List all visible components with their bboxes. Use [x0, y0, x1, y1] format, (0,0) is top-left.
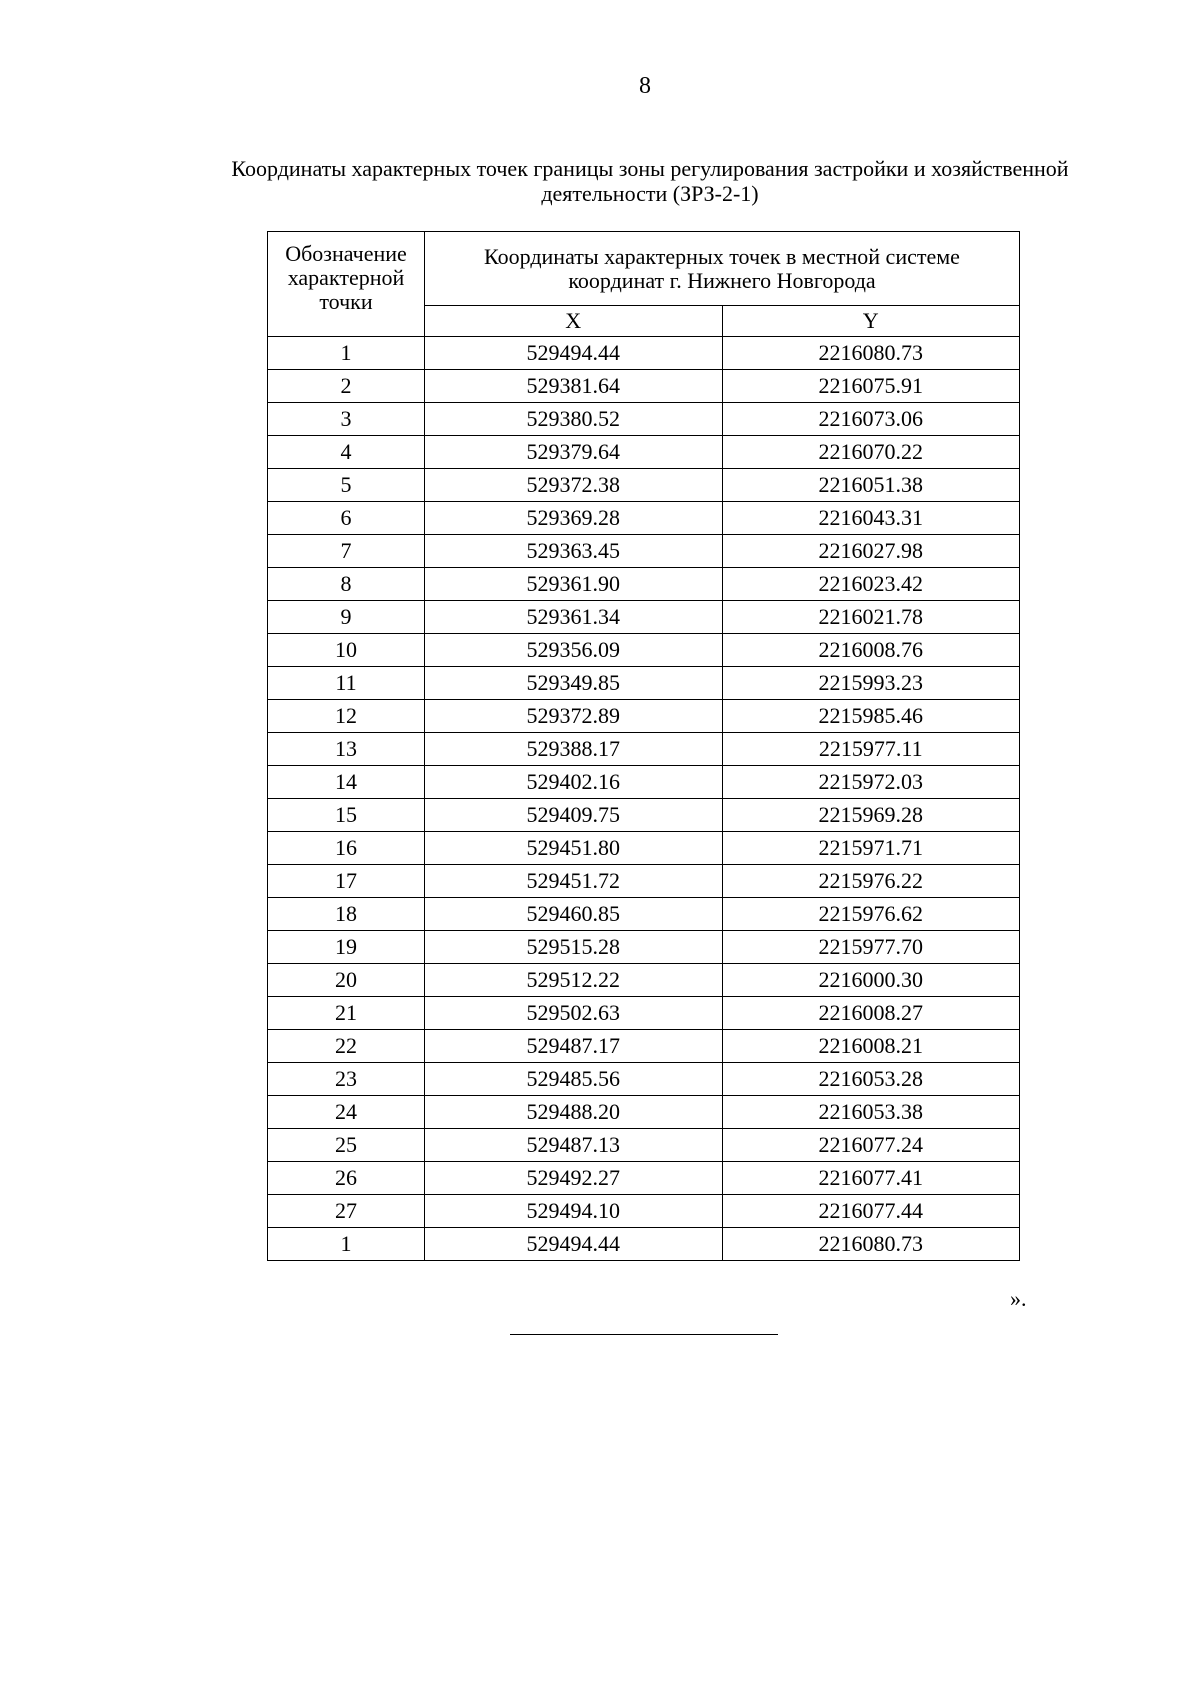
document-title-line-2: деятельности (ЗРЗ-2-1) — [541, 181, 759, 206]
y-coordinate-cell: 2216000.30 — [722, 964, 1020, 997]
point-number-cell: 23 — [268, 1063, 425, 1096]
header-point-line-3: точки — [319, 289, 373, 314]
table-row — [268, 337, 1020, 370]
x-coordinate-cell: 529485.56 — [425, 1063, 723, 1096]
point-number-cell: 20 — [268, 964, 425, 997]
y-coordinate-cell: 2216053.28 — [722, 1063, 1020, 1096]
x-coordinate-cell: 529492.27 — [425, 1162, 723, 1195]
point-number-cell: 1 — [268, 1228, 425, 1261]
y-coordinate-cell: 2216077.24 — [722, 1129, 1020, 1162]
point-number-cell: 8 — [268, 568, 425, 601]
x-coordinate-cell: 529349.85 — [425, 667, 723, 700]
x-coordinate-cell: 529361.34 — [425, 601, 723, 634]
point-number-cell: 19 — [268, 931, 425, 964]
table-row — [268, 997, 1020, 1030]
point-number-cell: 18 — [268, 898, 425, 931]
y-coordinate-cell: 2216077.44 — [722, 1195, 1020, 1228]
x-coordinate-cell: 529494.44 — [425, 337, 723, 370]
table-row — [268, 436, 1020, 469]
table-row — [268, 964, 1020, 997]
point-number-cell: 10 — [268, 634, 425, 667]
document-title — [170, 156, 1130, 206]
y-coordinate-cell: 2216008.76 — [722, 634, 1020, 667]
point-number-cell: 14 — [268, 766, 425, 799]
y-coordinate-cell: 2216051.38 — [722, 469, 1020, 502]
point-number-cell: 22 — [268, 1030, 425, 1063]
point-number-cell: 6 — [268, 502, 425, 535]
table-row — [268, 700, 1020, 733]
x-coordinate-cell: 529388.17 — [425, 733, 723, 766]
x-coordinate-cell: 529512.22 — [425, 964, 723, 997]
y-coordinate-cell: 2216027.98 — [722, 535, 1020, 568]
y-coordinate-cell: 2216073.06 — [722, 403, 1020, 436]
point-number-cell: 26 — [268, 1162, 425, 1195]
table-row — [268, 403, 1020, 436]
y-coordinate-cell: 2215977.11 — [722, 733, 1020, 766]
table-row — [268, 1063, 1020, 1096]
point-number-cell: 25 — [268, 1129, 425, 1162]
x-coordinate-cell: 529381.64 — [425, 370, 723, 403]
table-row — [268, 469, 1020, 502]
point-number-cell: 12 — [268, 700, 425, 733]
point-number-cell: 9 — [268, 601, 425, 634]
x-coordinate-cell: 529451.80 — [425, 832, 723, 865]
table-row — [268, 502, 1020, 535]
coordinates-table-body — [268, 337, 1020, 1261]
table-row — [268, 535, 1020, 568]
y-coordinate-cell: 2215969.28 — [722, 799, 1020, 832]
table-row — [268, 634, 1020, 667]
x-coordinate-cell: 529502.63 — [425, 997, 723, 1030]
y-coordinate-cell: 2215977.70 — [722, 931, 1020, 964]
table-row — [268, 865, 1020, 898]
x-coordinate-cell: 529460.85 — [425, 898, 723, 931]
y-coordinate-cell: 2216053.38 — [722, 1096, 1020, 1129]
table-row — [268, 766, 1020, 799]
point-number-cell: 17 — [268, 865, 425, 898]
y-coordinate-cell: 2215985.46 — [722, 700, 1020, 733]
y-coordinate-cell: 2216080.73 — [722, 337, 1020, 370]
point-number-cell: 2 — [268, 370, 425, 403]
x-coordinate-cell: 529488.20 — [425, 1096, 723, 1129]
x-coordinate-cell: 529372.89 — [425, 700, 723, 733]
closing-quote: ». — [1010, 1286, 1027, 1311]
table-row — [268, 667, 1020, 700]
x-coordinate-cell: 529402.16 — [425, 766, 723, 799]
table-row — [268, 733, 1020, 766]
table-row — [268, 1195, 1020, 1228]
point-number-cell: 15 — [268, 799, 425, 832]
y-coordinate-cell: 2216008.21 — [722, 1030, 1020, 1063]
x-coordinate-cell: 529380.52 — [425, 403, 723, 436]
y-coordinate-cell: 2215972.03 — [722, 766, 1020, 799]
x-coordinate-cell: 529451.72 — [425, 865, 723, 898]
point-number-cell: 21 — [268, 997, 425, 1030]
table-row — [268, 601, 1020, 634]
x-coordinate-cell: 529487.17 — [425, 1030, 723, 1063]
x-coordinate-cell: 529409.75 — [425, 799, 723, 832]
x-coordinate-cell: 529515.28 — [425, 931, 723, 964]
y-coordinate-cell: 2216080.73 — [722, 1228, 1020, 1261]
y-coordinate-cell: 2215993.23 — [722, 667, 1020, 700]
table-row — [268, 1030, 1020, 1063]
point-number-cell: 5 — [268, 469, 425, 502]
point-number-cell: 24 — [268, 1096, 425, 1129]
point-number-cell: 16 — [268, 832, 425, 865]
point-number-cell: 11 — [268, 667, 425, 700]
y-coordinate-cell: 2216077.41 — [722, 1162, 1020, 1195]
point-number-cell: 1 — [268, 337, 425, 370]
point-number-cell: 27 — [268, 1195, 425, 1228]
table-row — [268, 370, 1020, 403]
table-row — [268, 568, 1020, 601]
x-coordinate-cell: 529369.28 — [425, 502, 723, 535]
page-number: 8 — [639, 73, 651, 99]
header-column-y: Y — [722, 306, 1020, 337]
header-coordinates-group — [425, 232, 1020, 306]
header-point-line-1: Обозначение — [285, 241, 407, 266]
point-number-cell: 4 — [268, 436, 425, 469]
header-coordinates-line-1: Координаты характерных точек в местной системе — [484, 243, 960, 269]
y-coordinate-cell: 2216075.91 — [722, 370, 1020, 403]
header-coordinates-line-2: координат г. Нижнего Новгорода — [568, 267, 876, 293]
x-coordinate-cell: 529487.13 — [425, 1129, 723, 1162]
coordinates-table — [267, 231, 1020, 1261]
document-title-line-1: Координаты характерных точек границы зоны регулирования застройки и хозяйственной — [231, 156, 1069, 181]
x-coordinate-cell: 529361.90 — [425, 568, 723, 601]
point-number-cell: 7 — [268, 535, 425, 568]
y-coordinate-cell: 2215976.62 — [722, 898, 1020, 931]
y-coordinate-cell: 2216021.78 — [722, 601, 1020, 634]
y-coordinate-cell: 2216070.22 — [722, 436, 1020, 469]
header-column-x: X — [425, 306, 723, 337]
header-point-designation — [268, 232, 425, 337]
header-point-line-2: характерной — [287, 265, 405, 290]
table-row — [268, 1228, 1020, 1261]
point-number-cell: 13 — [268, 733, 425, 766]
x-coordinate-cell: 529494.44 — [425, 1228, 723, 1261]
table-row — [268, 1096, 1020, 1129]
table-row — [268, 898, 1020, 931]
table-row — [268, 931, 1020, 964]
end-of-document-rule — [510, 1334, 778, 1335]
x-coordinate-cell: 529363.45 — [425, 535, 723, 568]
x-coordinate-cell: 529356.09 — [425, 634, 723, 667]
table-row — [268, 1129, 1020, 1162]
y-coordinate-cell: 2216008.27 — [722, 997, 1020, 1030]
table-row — [268, 832, 1020, 865]
x-coordinate-cell: 529379.64 — [425, 436, 723, 469]
table-row — [268, 1162, 1020, 1195]
y-coordinate-cell: 2215971.71 — [722, 832, 1020, 865]
y-coordinate-cell: 2216023.42 — [722, 568, 1020, 601]
y-coordinate-cell: 2215976.22 — [722, 865, 1020, 898]
point-number-cell: 3 — [268, 403, 425, 436]
x-coordinate-cell: 529494.10 — [425, 1195, 723, 1228]
y-coordinate-cell: 2216043.31 — [722, 502, 1020, 535]
table-row — [268, 799, 1020, 832]
x-coordinate-cell: 529372.38 — [425, 469, 723, 502]
